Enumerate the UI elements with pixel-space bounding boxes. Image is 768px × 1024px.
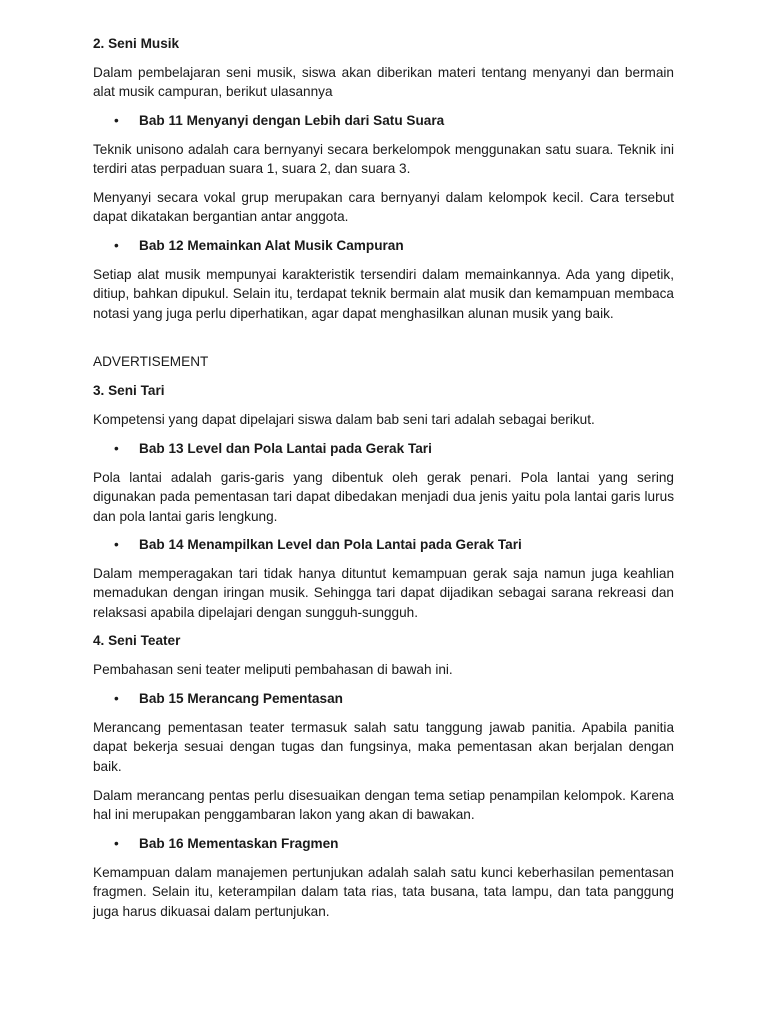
paragraph-bab-15-1: Merancang pementasan teater termasuk salah satu tanggung jawab panitia. Apabila panitia dapat bekerja sesuai dengan tugas dan fungsinya, maka pementasan akan berjalan dengan baik. bbox=[93, 720, 674, 774]
bullet-icon bbox=[114, 834, 140, 853]
advertisement-label: ADVERTISEMENT bbox=[93, 354, 209, 369]
paragraph-bab-15-2: Dalam merancang pentas perlu disesuaikan dengan tema setiap penampilan kelompok. Karena hal ini merupakan penggambaran lakon yang akan di bawakan. bbox=[93, 788, 674, 823]
paragraph-bab-13-1: Pola lantai adalah garis-garis yang dibentuk oleh gerak penari. Pola lantai yang sering digunakan pada pementasan tari dapat dibedakan menjadi dua jenis yaitu pola lantai garis lurus dan pola lantai garis lengkung. bbox=[93, 470, 674, 524]
paragraph-musik-intro: Dalam pembelajaran seni musik, siswa akan diberikan materi tentang menyanyi dan bermain alat musik campuran, berikut ulasannya bbox=[93, 65, 674, 100]
bab-11-title: Bab 11 Menyanyi dengan Lebih dari Satu Suara bbox=[139, 113, 445, 128]
heading-seni-tari: 3. Seni Tari bbox=[93, 383, 165, 398]
paragraph-teater-intro: Pembahasan seni teater meliputi pembahasan di bawah ini. bbox=[93, 662, 453, 677]
bullet-icon bbox=[114, 236, 140, 255]
bab-12-title: Bab 12 Memainkan Alat Musik Campuran bbox=[139, 238, 404, 253]
bab-16-title: Bab 16 Mementaskan Fragmen bbox=[139, 836, 339, 851]
heading-seni-musik: 2. Seni Musik bbox=[93, 36, 180, 51]
paragraph-bab-12-1: Setiap alat musik mempunyai karakteristik tersendiri dalam memainkannya. Ada yang dipetik, ditiup, bahkan dipukul. Selain itu, terdapat teknik bermain alat musik dan kemampuan membaca notasi yang juga perlu diperhatikan, agar dapat menghasilkan alunan musik yang baik. bbox=[93, 267, 674, 321]
bullet-icon bbox=[114, 535, 140, 554]
paragraph-bab-16-1: Kemampuan dalam manajemen pertunjukan adalah salah satu kunci keberhasilan pementasan fragmen. Selain itu, keterampilan dalam tata rias, tata busana, tata lampu, dan tata panggung juga harus dikuasai dalam pertunjukan. bbox=[93, 865, 674, 919]
bullet-icon bbox=[114, 689, 140, 708]
paragraph-bab-14-1: Dalam memperagakan tari tidak hanya dituntut kemampuan gerak saja namun juga keahlian memadukan dengan iringan musik. Sehingga tari dapat dijadikan sebagai sarana rekreasi dan relaksasi apabila dipelajari dengan sungguh-sungguh. bbox=[93, 566, 674, 620]
bullet-icon bbox=[114, 111, 140, 130]
paragraph-bab-11-2: Menyanyi secara vokal grup merupakan cara bernyanyi dalam kelompok kecil. Cara tersebut dapat dikatakan bergantian antar anggota. bbox=[93, 190, 674, 225]
bab-15-title: Bab 15 Merancang Pementasan bbox=[139, 691, 343, 706]
paragraph-bab-11-1: Teknik unisono adalah cara bernyanyi secara berkelompok menggunakan satu suara. Teknik ini terdiri atas perpaduan suara 1, suara 2, dan suara 3. bbox=[93, 142, 674, 177]
heading-seni-teater: 4. Seni Teater bbox=[93, 633, 181, 648]
paragraph-tari-intro: Kompetensi yang dapat dipelajari siswa dalam bab seni tari adalah sebagai berikut. bbox=[93, 412, 595, 427]
bab-14-title: Bab 14 Menampilkan Level dan Pola Lantai pada Gerak Tari bbox=[139, 537, 522, 552]
bullet-icon bbox=[114, 439, 140, 458]
bab-13-title: Bab 13 Level dan Pola Lantai pada Gerak Tari bbox=[139, 441, 432, 456]
